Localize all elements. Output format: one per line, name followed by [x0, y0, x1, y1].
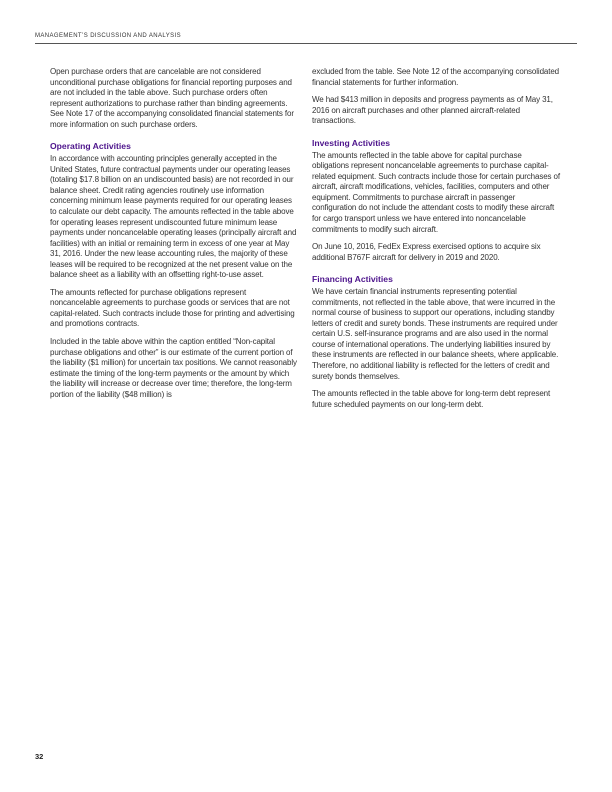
left-column: [50, 67, 298, 407]
paragraph-deposits: We had $413 million in deposits and progress payments as of May 31, 2016 on aircraft purchases and other planned aircraft-related transactions.: [312, 95, 553, 126]
paragraph-capital-purchase-obligations: The amounts reflected in the table above for capital purchase obligations represent noncancelable agreements to purchase capital-related equipment. Such contracts include those for certain purchases of aircraft, aircraft modifications, vehicles, facilities, computers and other equipment. Commitments to purchase aircraft in passenger configuration do not include the attendant costs to modify these aircraft for cargo transport unless we have entered into noncancelable commitments to modify such aircraft.: [312, 150, 560, 234]
heading-operating-activities: Operating Activities: [50, 141, 131, 152]
paragraph-continued-excluded: excluded from the table. See Note 12 of the accompanying consolidated financial statements for further information.: [312, 67, 559, 87]
heading-financing-activities: Financing Activities: [312, 274, 393, 285]
paragraph-open-purchase-orders: Open purchase orders that are cancelable are not considered unconditional purchase obligations for financial reporting purposes and are not included in the table above. Such purchase orders often represent authorizations to purchase rather than binding agreements. See Note 17 of the accompanying consolidated financial statements for more information on such purchase orders.: [50, 67, 294, 129]
paragraph-financial-instruments: We have certain financial instruments representing potential commitments, not reflected in the table above, that were incurred in the normal course of business to support our operations, including standby letters of credit and surety bonds. These instruments are required under certain U.S. self-insurance programs and are also used in the normal course of international operations. The underlying liabilities insured by these instruments are reflected in our balance sheets, where applicable. Therefore, no additional liability is reflected for the letters of credit and surety bonds themselves.: [312, 287, 559, 381]
heading-investing-activities: Investing Activities: [312, 137, 391, 148]
paragraph-operating-leases: In accordance with accounting principles generally accepted in the United States, future contractual payments under our operating leases (totaling $17.8 billion on an undiscounted basis) are not recorded in our balance sheet. Credit rating agencies routinely use information concerning minimum lease payments required for our operating leases to calculate our debt capacity. The amounts reflected in the table above for operating leases represent undiscounted future minimum lease payments under noncancelable operating leases (principally aircraft and facilities) with an initial or remaining term in excess of one year at May 31, 2016. Under the new lease accounting rules, the majority of these leases will be required to be recognized at the net present value on the balance sheet as a liability with an offsetting right-to-use asset.: [50, 154, 297, 280]
paragraph-b767f-options: On June 10, 2016, FedEx Express exercised options to acquire six additional B767F aircraft for delivery in 2019 and 2020.: [312, 242, 541, 262]
page-number: 32: [35, 752, 44, 761]
paragraph-long-term-debt: The amounts reflected in the table above for long-term debt represent future scheduled payments on our long-term debt.: [312, 389, 551, 409]
right-column: [312, 67, 560, 417]
header-divider: [35, 43, 577, 44]
section-header-label: MANAGEMENT’S DISCUSSION AND ANALYSIS: [35, 33, 181, 39]
paragraph-purchase-obligations: The amounts reflected for purchase obligations represent noncancelable agreements to purchase goods or services that are not capital-related. Such contracts include those for printing and advertising and promotions contracts.: [50, 287, 295, 329]
paragraph-uncertain-tax-positions: Included in the table above within the caption entitled “Non-capital purchase obligations and other” is our estimate of the current portion of the liability ($1 million) for uncertain tax positions. We cannot reasonably estimate the timing of the long-term payments or the amount by which the liability will increase or decrease over time; therefore, the long-term portion of the liability ($48 million) is: [50, 337, 297, 399]
